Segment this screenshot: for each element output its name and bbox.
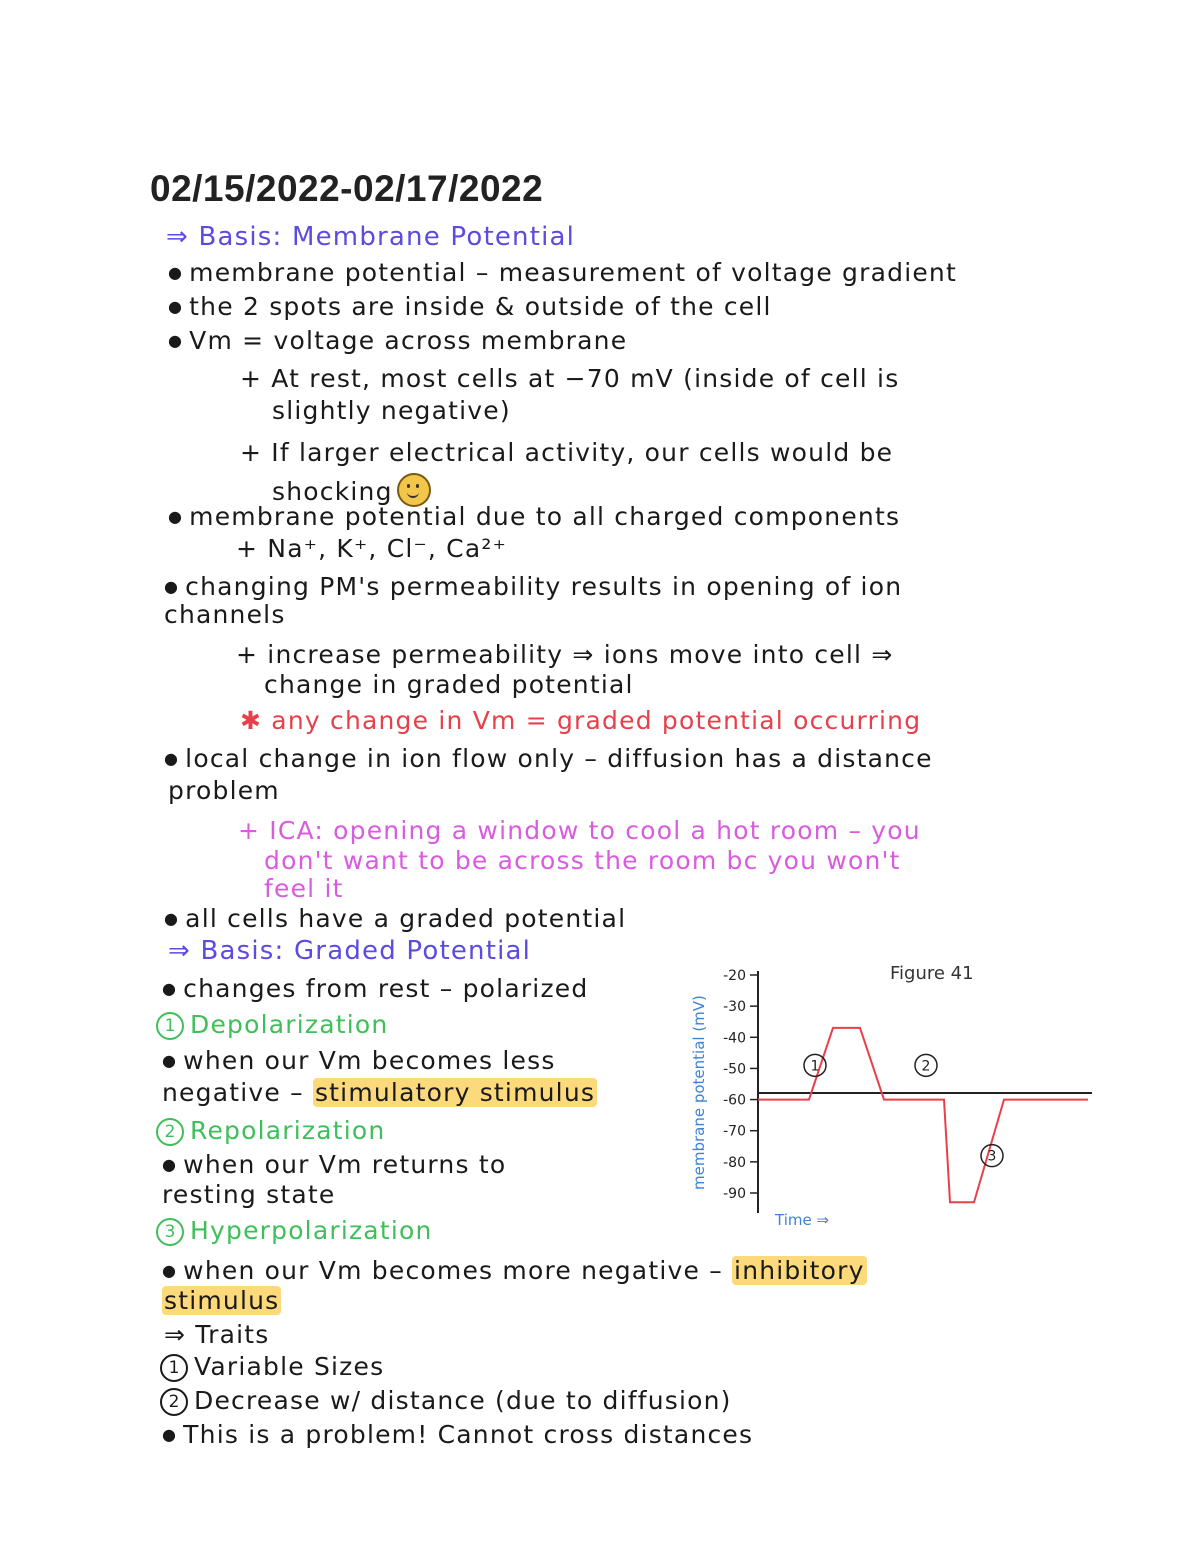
note-text: This is a problem! Cannot cross distances: [183, 1420, 754, 1449]
y-tick-label: -80: [723, 1154, 746, 1171]
note-subline: [272, 466, 431, 506]
note-text: membrane potential – measurement of voltage gradient: [189, 258, 957, 287]
note-text: shocking: [272, 477, 393, 506]
traits-heading: ⇒ Traits: [164, 1320, 270, 1349]
chart-title: Figure 41: [890, 963, 974, 984]
heading-depolarization: [156, 1010, 388, 1042]
note-line: [162, 1420, 753, 1449]
note-subline: + increase permeability ⇒ ions move into cell ⇒: [236, 640, 894, 669]
note-text: membrane potential due to all charged components: [189, 502, 901, 531]
note-text: when our Vm becomes less: [183, 1046, 556, 1075]
highlight-stimulus: stimulus: [164, 1286, 280, 1315]
y-tick-label: -70: [723, 1123, 746, 1140]
note-text: local change in ion flow only – diffusion has a distance: [185, 744, 933, 773]
note-text: when our Vm becomes more negative –: [183, 1256, 723, 1285]
y-tick-label: -60: [723, 1092, 746, 1109]
note-text: negative –: [162, 1078, 304, 1107]
section-heading-graded-potential: ⇒ Basis: Graded Potential: [168, 936, 532, 966]
y-tick-label: -90: [723, 1186, 746, 1202]
heading-text: Hyperpolarization: [190, 1216, 433, 1245]
number-circle: 1: [156, 1012, 184, 1040]
annotation-label: 2: [921, 1058, 931, 1075]
note-line: [162, 974, 588, 1003]
y-tick-label: -40: [723, 1030, 746, 1047]
note-line-cont: channels: [164, 600, 286, 629]
note-text: the 2 spots are inside & outside of the cell: [189, 292, 772, 321]
note-subline: + Na⁺, K⁺, Cl⁻, Ca²⁺: [236, 534, 507, 563]
trait-item: [160, 1386, 732, 1418]
note-line: [168, 292, 772, 321]
x-axis-label: Time ⇒: [775, 1211, 830, 1229]
note-line-cont: [162, 1286, 281, 1315]
note-text: changes from rest – polarized: [183, 974, 589, 1003]
note-line: [162, 1046, 556, 1075]
heading-text: Repolarization: [190, 1116, 386, 1145]
heading-text: Depolarization: [190, 1010, 389, 1039]
highlight-inhibitory: inhibitory: [734, 1256, 865, 1285]
note-line-cont: [162, 1078, 597, 1107]
number-circle: 3: [156, 1218, 184, 1246]
graded-potential-chart: [680, 945, 1100, 1235]
note-line: [164, 744, 933, 773]
trait-item: [160, 1352, 384, 1384]
note-line-cont: resting state: [162, 1180, 336, 1209]
trait-text: Decrease w/ distance (due to diffusion): [194, 1386, 732, 1415]
note-line: [164, 572, 902, 601]
note-text: Vm = voltage across membrane: [189, 326, 628, 355]
y-tick-label: -20: [723, 968, 746, 984]
highlight-stimulatory: stimulatory stimulus: [314, 1078, 596, 1107]
note-line: [164, 904, 626, 933]
note-subline: slightly negative): [272, 396, 511, 425]
analogy-line: don't want to be across the room bc you won't: [264, 846, 901, 875]
note-text: when our Vm returns to: [183, 1150, 507, 1179]
trait-text: Variable Sizes: [194, 1352, 385, 1381]
y-tick-label: -50: [723, 1061, 746, 1078]
note-line-cont: problem: [168, 776, 280, 805]
note-line: [168, 502, 900, 531]
section-heading-membrane-potential: ⇒ Basis: Membrane Potential: [166, 222, 576, 252]
note-subline: change in graded potential: [264, 670, 634, 699]
annotation-label: 3: [987, 1148, 997, 1165]
note-text: changing PM's permeability results in opening of ion: [185, 572, 903, 601]
annotation-label: 1: [810, 1058, 820, 1075]
heading-repolarization: [156, 1116, 385, 1148]
y-axis-label: membrane potential (mV): [690, 995, 708, 1190]
note-text: all cells have a graded potential: [185, 904, 627, 933]
page-title: 02/15/2022-02/17/2022: [150, 168, 544, 209]
y-tick-label: -30: [723, 999, 746, 1016]
note-line: [162, 1256, 867, 1285]
number-circle: 2: [156, 1118, 184, 1146]
analogy-line: feel it: [264, 874, 344, 903]
heading-hyperpolarization: [156, 1216, 433, 1248]
note-line: [168, 258, 957, 287]
key-point: ✱ any change in Vm = graded potential occurring: [240, 706, 922, 735]
number-circle: 1: [160, 1354, 188, 1382]
note-subline: + At rest, most cells at −70 mV (inside of cell is: [240, 364, 900, 393]
analogy-line: + ICA: opening a window to cool a hot room – you: [238, 816, 921, 845]
note-subline: + If larger electrical activity, our cells would be: [240, 438, 894, 467]
note-line: [168, 326, 627, 355]
number-circle: 2: [160, 1388, 188, 1416]
note-line: [162, 1150, 506, 1179]
